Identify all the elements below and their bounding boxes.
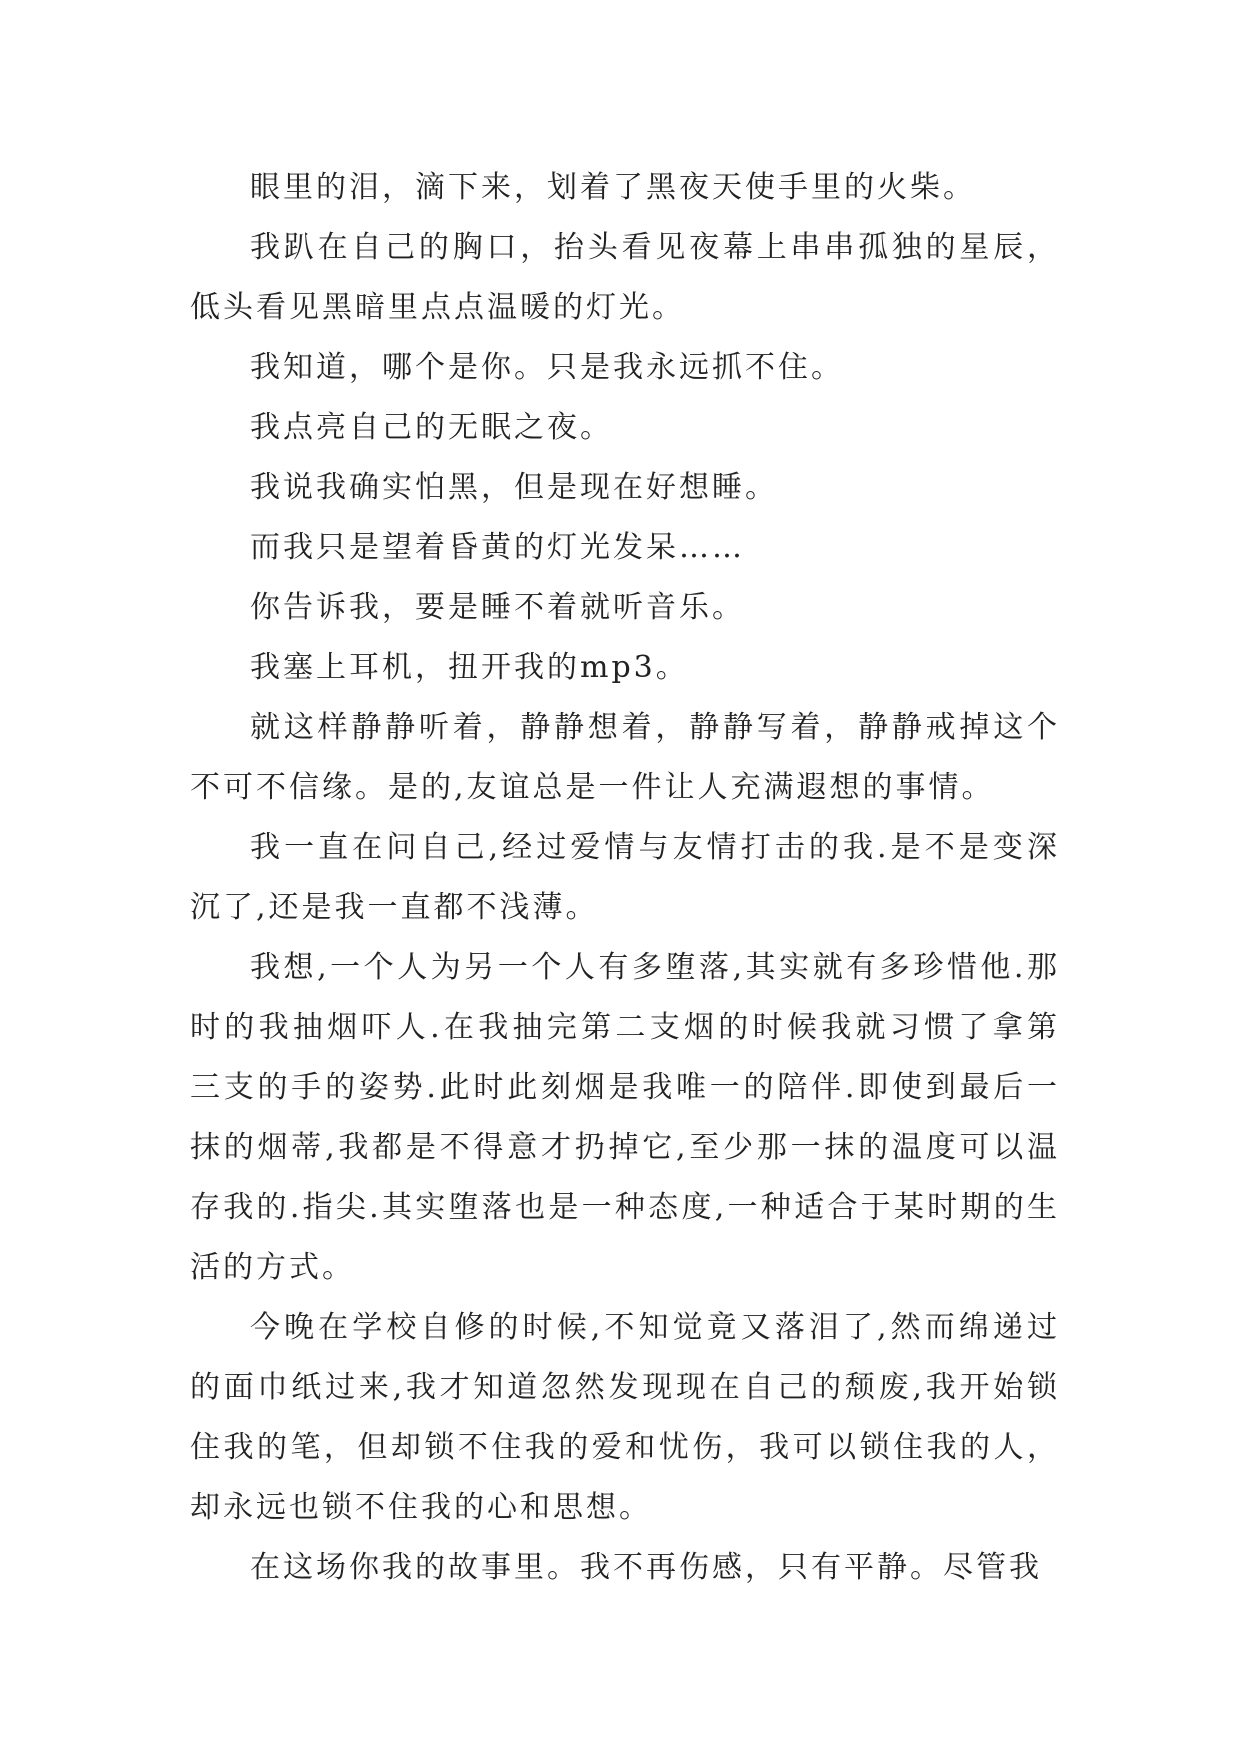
paragraph: 眼里的泪，滴下来，划着了黑夜天使手里的火柴。 [250, 170, 976, 205]
paragraph: 我点亮自己的无眠之夜。 [250, 410, 613, 445]
paragraph: 我塞上耳机，扭开我的mp3。 [250, 650, 689, 685]
document-body [190, 158, 1060, 1598]
paragraph: 在这场你我的故事里。我不再伤感，只有平静。尽管我 [250, 1550, 1042, 1585]
paragraph: 就这样静静听着，静静想着，静静写着，静静戒掉这个不可不信缘。是的,友谊总是一件让人充满遐想的事情。 [190, 710, 1060, 805]
paragraph: 而我只是望着昏黄的灯光发呆…… [250, 530, 745, 565]
paragraph: 我说我确实怕黑，但是现在好想睡。 [250, 470, 778, 505]
paragraph: 我想,一个人为另一个人有多堕落,其实就有多珍惜他.那时的我抽烟吓人.在我抽完第二支烟的时候我就习惯了拿第三支的手的姿势.此时此刻烟是我唯一的陪伴.即使到最后一抹的烟蒂,我都是不得意才扔掉它,至少那一抹的温度可以温存我的.指尖.其实堕落也是一种态度,一种适合于某时期的生活的方式。 [190, 950, 1060, 1285]
paragraph: 我知道，哪个是你。只是我永远抓不住。 [250, 350, 844, 385]
paragraph: 你告诉我，要是睡不着就听音乐。 [250, 590, 745, 625]
paragraph: 我趴在自己的胸口，抬头看见夜幕上串串孤独的星辰，低头看见黑暗里点点温暖的灯光。 [190, 230, 1060, 325]
paragraph: 我一直在问自己,经过爱情与友情打击的我.是不是变深沉了,还是我一直都不浅薄。 [190, 830, 1060, 925]
paragraph: 今晚在学校自修的时候,不知觉竟又落泪了,然而绵递过的面巾纸过来,我才知道忽然发现现在自己的颓废,我开始锁住我的笔，但却锁不住我的爱和忧伤，我可以锁住我的人，却永远也锁不住我的心和思想。 [190, 1310, 1060, 1525]
